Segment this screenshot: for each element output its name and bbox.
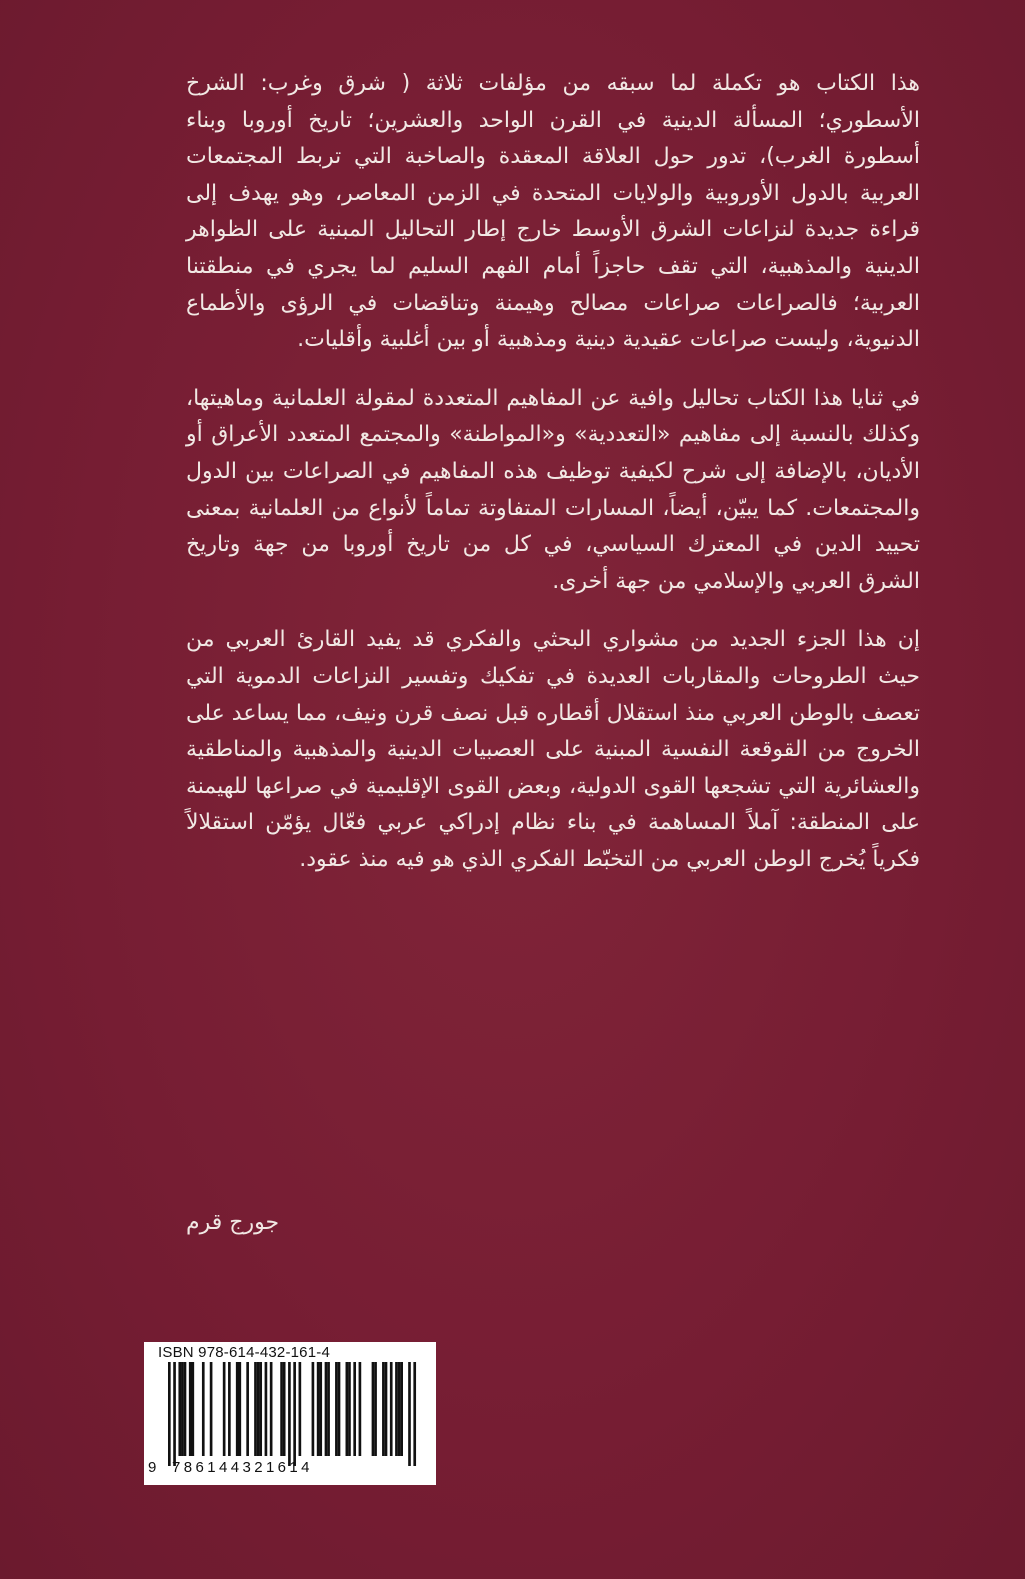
barcode-bar	[181, 1362, 184, 1456]
blurb-paragraph-1: هذا الكتاب هو تكملة لما سبقه من مؤلفات ثلاثة ( شرق وغرب: الشرخ الأسطوري؛ المسألة الدينية في القرن الواحد والعشرين؛ تاريخ أوروبا وبناء أسطورة الغرب)، تدور حول العلاقة المعقدة والصاخبة التي تربط المجتمعات العربية بالدول الأوروبية والولايات المتحدة في الزمن المعاصر، وهو يهدف إلى قراءة جديدة لنزاعات الشرق الأوسط خارج إطار التحاليل المبنية على الظواهر الدينية والمذهبية، التي تقف حاجزاً أمام الفهم السليم لما يجري في منطقتنا العربية؛ فالصراعات صراعات مصالح وهيمنة وتناقضات في الرؤى والأطماع الدنيوية، وليست صراعات عقيدية دينية ومذهبية أو بين أغلبية وأقليات.	[186, 71, 920, 353]
barcode-bar	[390, 1362, 393, 1456]
barcode-bar	[189, 1362, 192, 1456]
barcode-bar	[259, 1362, 262, 1456]
barcode-bar	[319, 1362, 322, 1456]
barcode-bar	[312, 1362, 315, 1456]
barcode-bar	[246, 1362, 249, 1456]
barcode-bars	[154, 1362, 430, 1470]
barcode-bar	[400, 1362, 403, 1456]
barcode-bar	[288, 1362, 291, 1466]
barcode-bar	[382, 1362, 385, 1456]
barcode-bar	[372, 1362, 375, 1456]
barcode-bar	[238, 1362, 241, 1456]
barcode-bar	[385, 1362, 388, 1456]
barcode-bar	[270, 1362, 273, 1456]
barcode-bar	[168, 1362, 171, 1466]
barcode-bar	[178, 1362, 181, 1456]
ean-first-digit: 9	[148, 1459, 157, 1476]
barcode-bar	[299, 1362, 302, 1456]
barcode-bar	[317, 1362, 320, 1456]
barcode-bar	[293, 1362, 296, 1466]
barcode-bar	[191, 1362, 194, 1456]
barcode-bar	[408, 1362, 411, 1466]
barcode-bar	[173, 1362, 176, 1466]
blurb-text	[186, 66, 920, 900]
barcode-bar	[353, 1362, 356, 1456]
barcode-bar	[202, 1362, 205, 1456]
barcode-bar	[359, 1362, 362, 1456]
barcode-bar	[223, 1362, 226, 1456]
barcode-bar	[280, 1362, 283, 1456]
author-signature: جورج قرم	[186, 1210, 280, 1235]
blurb-paragraph-3: إن هذا الجزء الجديد من مشواري البحثي والفكري قد يفيد القارئ العربي من حيث الطروحات والمقاربات العديدة في تفكيك وتفسير النزاعات الدموية التي تعصف بالوطن العربي منذ استقلال أقطاره قبل نصف قرن ونيف، مما يساعد على الخروج من القوقعة النفسية المبنية على العصبيات الدينية والمذهبية والمناطقية والعشائرية التي تشجعها القوى الدولية، وبعض القوى الإقليمية في صراعها للهيمنة على المنطقة: آملاً المساهمة في بناء نظام إدراكي عربي فعّال يؤمّن استقلالاً فكرياً يُخرج الوطن العربي من التخبّط الفكري الذي هو فيه منذ عقود.	[186, 627, 920, 872]
barcode-bar	[327, 1362, 330, 1456]
barcode-bar	[374, 1362, 377, 1456]
barcode-bar	[325, 1362, 328, 1456]
barcode-bar	[257, 1362, 260, 1456]
isbn-label: ISBN 978-614-432-161-4	[158, 1344, 331, 1361]
barcode-bar	[228, 1362, 231, 1456]
isbn-barcode	[144, 1342, 436, 1485]
barcode-bar	[254, 1362, 257, 1456]
barcode-bar	[338, 1362, 341, 1456]
barcode-bar	[184, 1362, 187, 1456]
barcode-bar	[210, 1362, 213, 1456]
barcode-bar	[283, 1362, 286, 1456]
barcode-bar	[398, 1362, 401, 1456]
barcode-bar	[395, 1362, 398, 1456]
barcode-bar	[348, 1362, 351, 1456]
blurb-paragraph-2: في ثنايا هذا الكتاب تحاليل وافية عن المفاهيم المتعددة لمقولة العلمانية وماهيتها، وكذلك بالنسبة إلى مفاهيم «التعددية» و«المواطنة» والمجتمع المتعدد الأعراق أو الأديان، بالإضافة إلى شرح لكيفية توظيف هذه المفاهيم في الصراعات بين الدول والمجتمعات. كما يبيّن، أيضاً، المسارات المتفاوتة تماماً لأنواع من العلمانية بمعنى تحييد الدين في المعترك السياسي، في كل من تاريخ أوروبا من جهة وتاريخ الشرق العربي والإسلامي من جهة أخرى.	[186, 385, 920, 594]
barcode-bar	[236, 1362, 239, 1456]
barcode-bar	[335, 1362, 338, 1456]
barcode-bar	[265, 1362, 268, 1456]
ean-digits: 786144321614	[172, 1459, 313, 1476]
barcode-bar	[346, 1362, 349, 1456]
barcode-bar	[413, 1362, 416, 1466]
